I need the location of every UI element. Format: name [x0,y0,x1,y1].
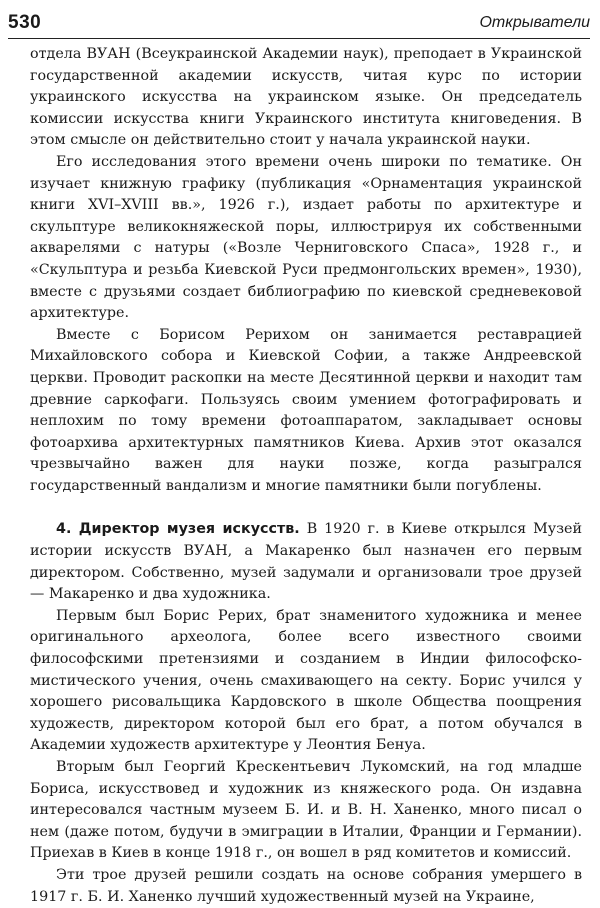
section-paragraph [30,519,582,605]
paragraph-text: отдела ВУАН (Всеукраинской Академии наук), преподает в Украинской государственной академии искусств, читая курс по истории украинского искусства на украинском языке. Он председатель комиссии искусства книги Украинского института книговедения. В этом смысле он действительно стоит у начала украинской науки. [30,46,582,149]
running-title: Открыватели [479,14,590,31]
paragraph-text: Эти трое друзей решили создать на основе собрания умершего в 1917 г. Б. И. Ханенко лучший художественный музей на Украине, [30,866,582,905]
paragraph-text: Вместе с Борисом Рерихом он занимается реставрацией Михайловского собора и Киевской Софии, а также Андреевской церкви. Проводит раскопки на месте Десятинной церкви и находит там древние саркофаги. Пользуясь своим умением фотографировать и неплохим по тому времени фотоаппаратом, закладывает основы фотоархива архитектурных памятников Киева. Архив этот оказался чрезвычайно важен для науки позже, когда разыгрался государственный вандализм и многие памятники были погублены. [30,326,582,494]
paragraph [30,606,582,757]
paragraph-text: Его исследования этого времени очень широки по тематике. Он изучает книжную графику (публикация «Орнаментация украинской книги XVI–XVIII вв.», 1926 г.), издает работы по архитектуре и скульптуре великокняжеской поры, иллюстрируя их собственными акварелями с натуры («Возле Черниговского Спаса», 1928 г., и «Скульптура и резьба Киевской Руси предмонгольских времен», 1930), вместе с друзьями создает библиографию по киевской средневековой архитектуре. [30,153,582,322]
paragraph [30,325,582,498]
paragraph [30,152,582,325]
page-number: 530 [8,12,42,33]
paragraph-text: Вторым был Георгий Крескентьевич Лукомский, на год младше Бориса, искусствовед и художник из княжеского рода. Он издавна интересовался частным музеем Б. И. и В. Н. Ханенко, много писал о нем (даже потом, будучи в эмиграции в Италии, Франции и Германии). Приехав в Киев в конце 1918 г., он вошел в ряд комитетов и комиссий. [30,759,582,862]
page-header [8,10,590,39]
body-text [30,44,582,908]
paragraph-continued [30,44,582,152]
paragraph [30,757,582,865]
paragraph-text: В 1920 г. в Киеве открылся Музей истории искусств ВУАН, а Макаренко был назначен его первым директором. Собственно, музей задумали и организовали трое друзей — Макаренко и два художника. [30,521,582,603]
paragraph-text: Первым был Борис Рерих, брат знаменитого художника и менее оригинального археолога, более всего известного своими философскими претензиями и созданием в Индии философско-мистического учения, очень смахивающего на секту. Борис учился у хорошего рисовальщика Кардовского в школе Общества поощрения художеств, директором которой был его брат, а потом обучался в Академии художеств архитектуре у Леонтия Бенуа. [30,607,582,754]
paragraph [30,865,582,908]
section-title: 4. Директор музея искусств. [56,521,300,538]
